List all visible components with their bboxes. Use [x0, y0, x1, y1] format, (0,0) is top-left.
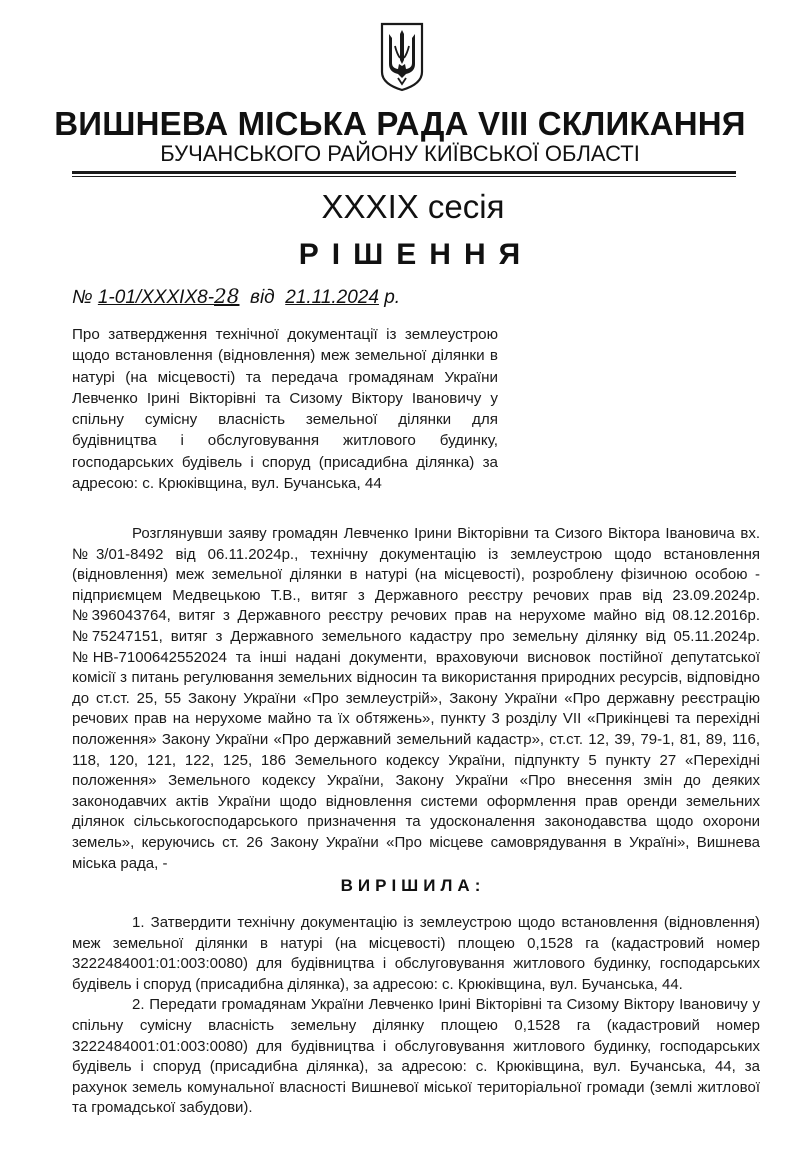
resolution-item-1: 1. Затвердити технічну документацію із землеустрою щодо встановлення (відновлення) меж земельної ділянки в натурі (на місцевості) площею 0,1528 га (кадастровий номер 3222484001:01:003:0080) для будівництва і обслуговування житлового будинку, господарських будівель і споруд (присадибна ділянка), за адресою: с. Крюківщина, вул. Бучанська, 44.: [72, 914, 760, 993]
handwritten-number: 28: [214, 284, 240, 308]
year-suffix: р.: [384, 287, 401, 308]
district-subtitle: БУЧАНСЬКОГО РАЙОНУ КИЇВСЬКОЇ ОБЛАСТІ: [160, 141, 640, 166]
header-divider-thin: [72, 176, 736, 177]
from-label: від: [250, 287, 275, 308]
decision-number-line: [72, 284, 400, 309]
header-divider-thick: [72, 171, 736, 174]
resolved-heading: ВИРІШИЛА:: [340, 876, 486, 895]
session-title: XXXIX сесія: [321, 188, 505, 225]
decision-heading: РІШЕННЯ: [298, 238, 534, 271]
trident-emblem-icon: [378, 20, 426, 92]
council-title: ВИШНЕВА МІСЬКА РАДА VIII СКЛИКАННЯ: [54, 105, 746, 142]
resolution-item-2: 2. Передати громадянам України Левченко Ірині Вікторівні та Сизому Віктору Івановичу у спільну сумісну власність земельну ділянку площею 0,1528 га (кадастровий номер 3222484001:01:003:0080) для будівництва і обслуговування житлового будинку, господарських будівель і споруд (присадибна ділянка), за адресою: с. Крюківщина, вул. Бучанська, 44, за рахунок земель комунальної власності Вишневої міської територіальної громади (землі житлової та громадської забудови).: [72, 996, 760, 1117]
preamble-paragraph: Розглянувши заяву громадян Левченко Ірини Вікторівни та Сизого Віктора Івановича вх.№3/01-8492 від 06.11.2024р., технічну документацію із землеустрою щодо встановлення (відновлення) меж земельної ділянки в натурі (на місцевості), розроблену фізичною особою - підприємцем Медвецькою Т.В., витяг з Державного реєстру речових прав від 23.09.2024р. №396043764, витяг з Державного реєстру речових прав на нерухоме майно від 08.12.2016р. №75247151, витяг з Державного земельного кадастру про земельну ділянку від 05.11.2024р. №НВ-7100642552024 та інші надані документи, враховуючи висновок постійної депутатської комісії з питань регулювання земельних відносин та використання природних ресурсів, відповідно до ст.ст. 25, 55 Закону України «Про землеустрій», Закону України «Про державну реєстрацію речових прав на нерухоме майно та їх обтяжень», пункту 3 розділу VII «Прикінцеві та перехідні положення» Закону України «Про державний земельний кадастр», ст.ст. 12, 39, 79-1, 81, 89, 116, 118, 120, 121, 122, 125, 186 Земельного кодексу України, підпункту 5 пункту 27 «Перехідні положення» Земельного кодексу України, Закону України «Про внесення змін до деяких законодавчих актів України щодо відновлення системи оформлення прав оренди земельних ділянок сільськогосподарського призначення та удосконалення законодавства щодо охорони земель», керуючись ст. 26 Закону України «Про місцеве самоврядування в Україні», Вишнева міська рада, -: [72, 525, 760, 872]
preamble-block: [72, 524, 760, 874]
decision-date: 21.11.2024: [285, 287, 379, 308]
decision-subject: Про затвердження технічної документації із землеустрою щодо встановлення (відновлення) меж земельної ділянки в натурі (на місцевості) та передача громадянам України Левченко Ірині Вікторівні та Сизому Віктору Івановичу у спільну сумісну власність земельної ділянки для будівництва і обслуговування житлового будинку, господарських будівель і споруд (присадибна ділянка) за адресою: с. Крюківщина, вул. Бучанська, 44: [72, 326, 498, 493]
number-label: №: [72, 287, 93, 308]
decision-number: 1-01/XXXIX8-: [97, 287, 215, 308]
resolution-items: [72, 913, 760, 1119]
